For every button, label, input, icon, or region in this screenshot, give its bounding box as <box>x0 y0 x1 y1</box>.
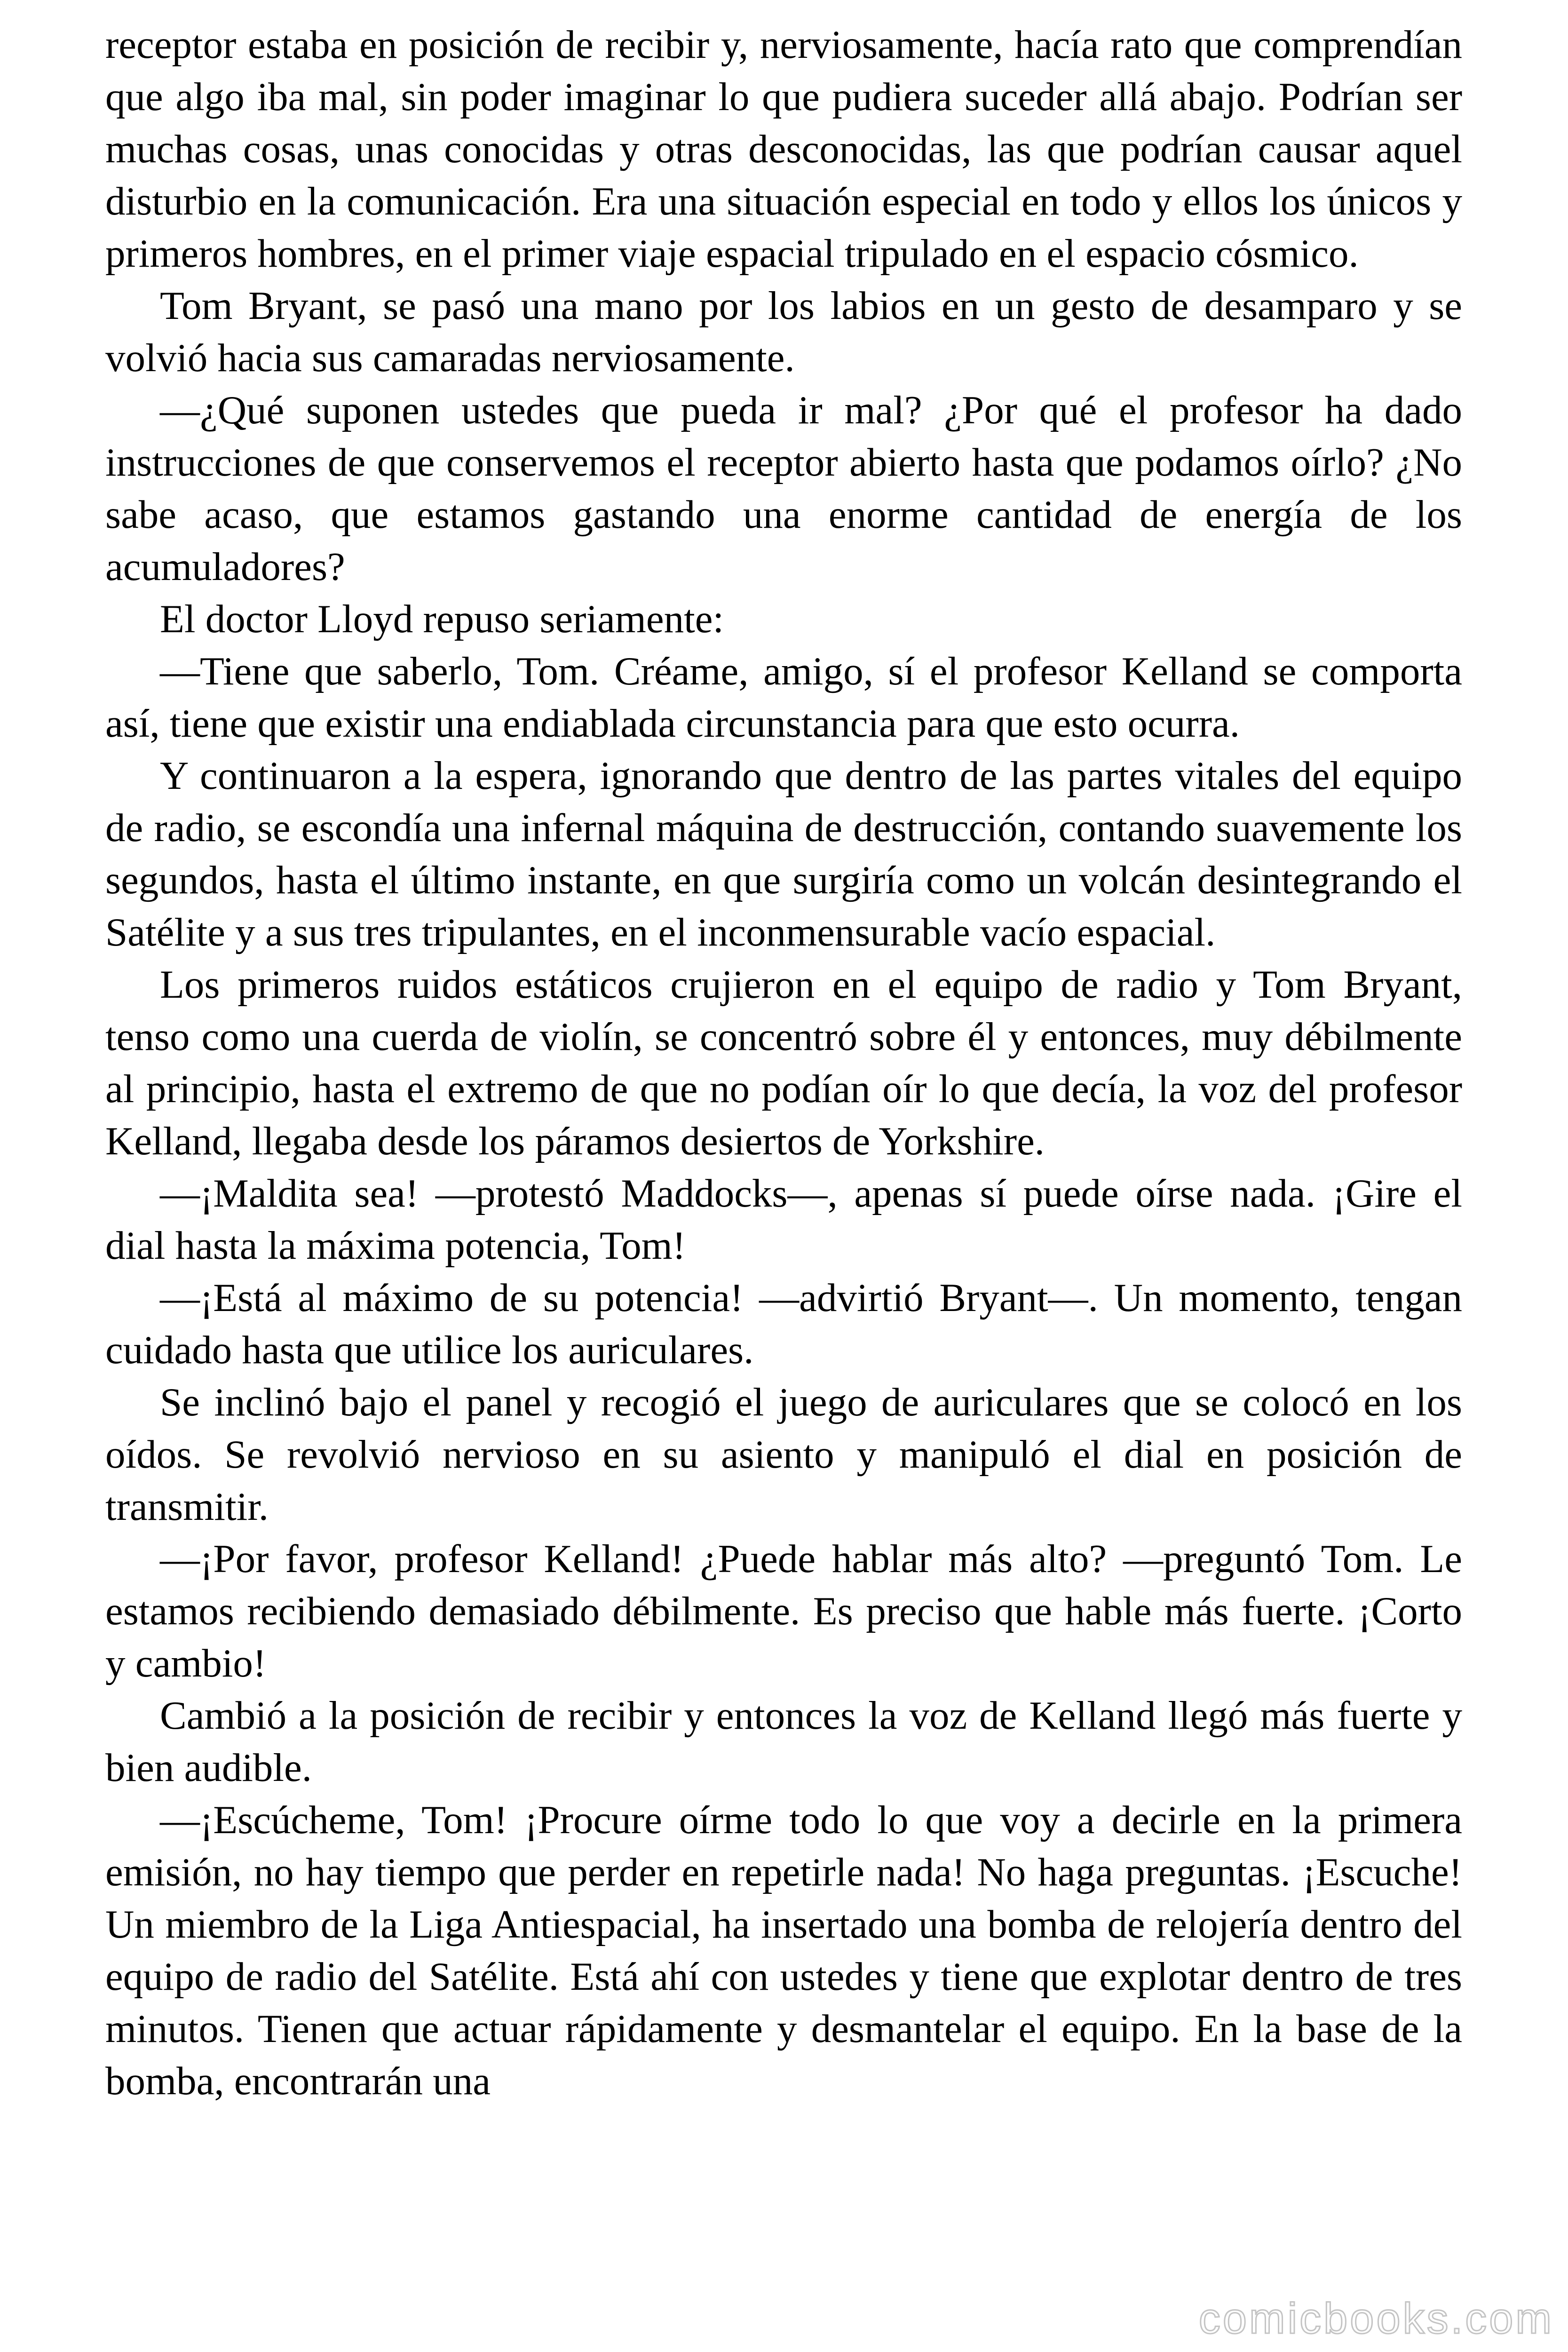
paragraph: El doctor Lloyd repuso seriamente: <box>160 597 724 641</box>
paragraph: —Tiene que saberlo, Tom. Créame, amigo, sí el profesor Kelland se comporta así, tiene que existir una endiablada circunstancia para que esto ocurra. <box>105 649 1462 746</box>
book-page-text <box>105 19 1462 2107</box>
paragraph: Y continuaron a la espera, ignorando que dentro de las partes vitales del equipo de radio, se escondía una infernal máquina de destrucción, contando suavemente los segundos, hasta el último instante, en que surgiría como un volcán desintegrando el Satélite y a sus tres tripulantes, en el inconmensurable vacío espacial. <box>105 754 1462 954</box>
paragraph: —¡Por favor, profesor Kelland! ¿Puede hablar más alto? —preguntó Tom. Le estamos recibiendo demasiado débilmente. Es preciso que hable más fuerte. ¡Corto y cambio! <box>105 1537 1462 1685</box>
paragraph: Cambió a la posición de recibir y entonces la voz de Kelland llegó más fuerte y bien audible. <box>105 1693 1462 1790</box>
paragraph: —¡Escúcheme, Tom! ¡Procure oírme todo lo que voy a decirle en la primera emisión, no hay tiempo que perder en repetirle nada! No haga preguntas. ¡Escuche! Un miembro de la Liga Antiespacial, ha insertado una bomba de relojería dentro del equipo de radio del Satélite. Está ahí con ustedes y tiene que explotar dentro de tres minutos. Tienen que actuar rápidamente y desmantelar el equipo. En la base de la bomba, encontrarán una <box>105 1798 1462 2103</box>
paragraph: —¿Qué suponen ustedes que pueda ir mal? ¿Por qué el profesor ha dado instrucciones de que conservemos el receptor abierto hasta que podamos oírlo? ¿No sabe acaso, que estamos gastando una enorme cantidad de energía de los acumuladores? <box>105 388 1462 589</box>
paragraph: Se inclinó bajo el panel y recogió el juego de auriculares que se colocó en los oídos. Se revolvió nervioso en su asiento y manipuló el dial en posición de transmitir. <box>105 1380 1462 1529</box>
watermark-logo: comicbooks.com <box>1198 2295 1554 2343</box>
paragraph: —¡Maldita sea! —protestó Maddocks—, apenas sí puede oírse nada. ¡Gire el dial hasta la máxima potencia, Tom! <box>105 1171 1462 1268</box>
paragraph: —¡Está al máximo de su potencia! —advirtió Bryant—. Un momento, tengan cuidado hasta que utilice los auriculares. <box>105 1276 1462 1372</box>
paragraph: receptor estaba en posición de recibir y, nerviosamente, hacía rato que comprendían que algo iba mal, sin poder imaginar lo que pudiera suceder allá abajo. Podrían ser muchas cosas, unas conocidas y otras desconocidas, las que podrían causar aquel disturbio en la comunicación. Era una situación especial en todo y ellos los únicos y primeros hombres, en el primer viaje espacial tripulado en el espacio cósmico. <box>105 23 1462 276</box>
paragraph: Tom Bryant, se pasó una mano por los labios en un gesto de desamparo y se volvió hacia sus camaradas nerviosamente. <box>105 284 1462 380</box>
paragraph: Los primeros ruidos estáticos crujieron en el equipo de radio y Tom Bryant, tenso como una cuerda de violín, se concentró sobre él y entonces, muy débilmente al principio, hasta el extremo de que no podían oír lo que decía, la voz del profesor Kelland, llegaba desde los páramos desiertos de Yorkshire. <box>105 962 1462 1163</box>
